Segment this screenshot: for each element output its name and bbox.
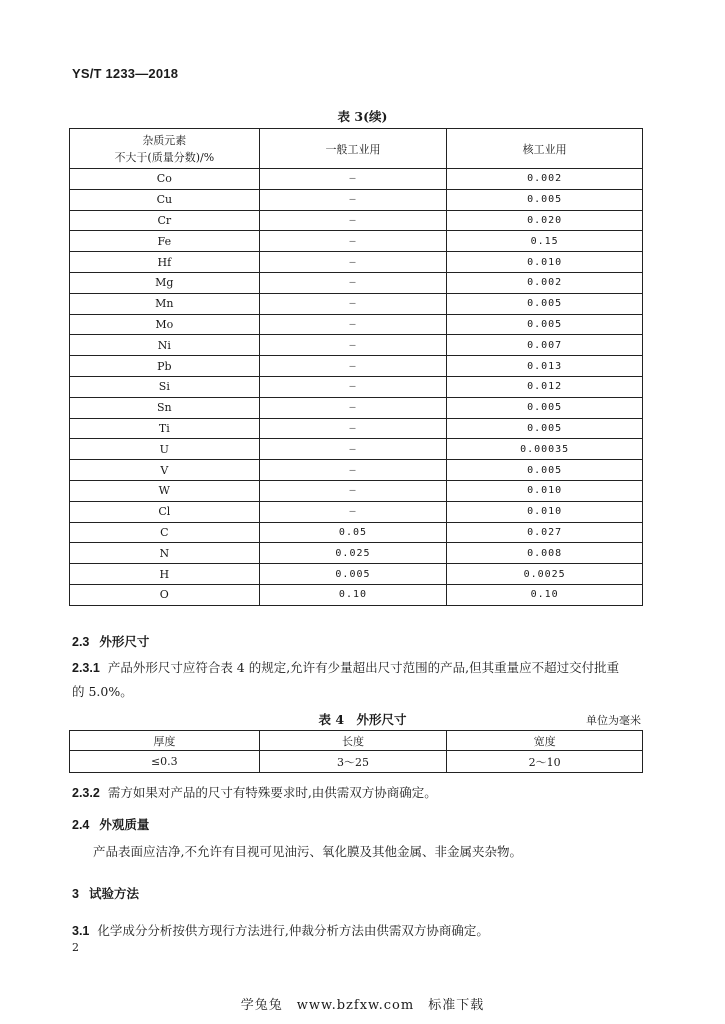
nuclear-cell: 0.15: [447, 231, 643, 252]
paragraph-number: 2.3.1: [72, 661, 100, 675]
table-row: [70, 231, 643, 252]
table-row: [70, 418, 643, 439]
table-row: [70, 460, 643, 481]
nuclear-cell: 0.0025: [447, 564, 643, 585]
table-row: [70, 272, 643, 293]
general-cell: —: [259, 210, 447, 231]
table-row: [70, 356, 643, 377]
nuclear-cell: 0.005: [447, 189, 643, 210]
header-length: 长度: [259, 731, 447, 751]
element-cell: Ni: [70, 335, 260, 356]
table-row: [70, 293, 643, 314]
element-cell: Mg: [70, 272, 260, 293]
paragraph-number: 2.3.2: [72, 786, 100, 800]
section-number: 3: [72, 887, 79, 901]
nuclear-cell: 0.010: [447, 252, 643, 273]
nuclear-cell: 0.010: [447, 480, 643, 501]
general-cell: —: [259, 169, 447, 190]
element-cell: Cu: [70, 189, 260, 210]
nuclear-cell: 0.002: [447, 169, 643, 190]
general-cell: —: [259, 376, 447, 397]
nuclear-cell: 0.027: [447, 522, 643, 543]
general-cell: —: [259, 356, 447, 377]
general-cell: —: [259, 335, 447, 356]
section-title: 外观质量: [99, 817, 150, 832]
section-3-heading: [72, 884, 139, 902]
general-cell: —: [259, 314, 447, 335]
section-title: 外形尺寸: [99, 634, 150, 649]
paragraph-text: 需方如果对产品的尺寸有特殊要求时,由供需双方协商确定。: [107, 785, 437, 800]
site-footer: 学兔兔 www.bzfxw.com 标准下载: [240, 998, 485, 1013]
element-cell: Co: [70, 169, 260, 190]
table-row: [70, 335, 643, 356]
general-cell: —: [259, 293, 447, 314]
general-cell: 0.025: [259, 543, 447, 564]
element-cell: Pb: [70, 356, 260, 377]
general-cell: —: [259, 480, 447, 501]
element-cell: Mo: [70, 314, 260, 335]
nuclear-cell: 0.020: [447, 210, 643, 231]
general-cell: 0.10: [259, 584, 447, 605]
general-cell: —: [259, 439, 447, 460]
table-row: [70, 522, 643, 543]
element-cell: W: [70, 480, 260, 501]
element-cell: O: [70, 584, 260, 605]
header-element-line2: 不大于(质量分数)/%: [114, 150, 215, 164]
paragraph-2-3-1: [72, 656, 619, 703]
general-cell: —: [259, 231, 447, 252]
element-cell: N: [70, 543, 260, 564]
section-2-4-heading: [72, 815, 149, 833]
general-cell: —: [259, 397, 447, 418]
element-cell: Hf: [70, 252, 260, 273]
table-row: [70, 543, 643, 564]
value-width: 2～10: [447, 751, 643, 773]
element-cell: Mn: [70, 293, 260, 314]
section-2-3-heading: [72, 632, 149, 650]
paragraph-number: 3.1: [72, 924, 90, 938]
nuclear-cell: 0.012: [447, 376, 643, 397]
element-cell: C: [70, 522, 260, 543]
table-row: [70, 480, 643, 501]
table3-header-row: [70, 129, 643, 169]
nuclear-cell: 0.005: [447, 460, 643, 481]
table4-header-row: [70, 731, 643, 751]
header-element: [70, 129, 260, 169]
table-row: [70, 210, 643, 231]
table-row: [70, 501, 643, 522]
page-number: 2: [72, 941, 79, 954]
table-row: [70, 584, 643, 605]
nuclear-cell: 0.013: [447, 356, 643, 377]
general-cell: —: [259, 272, 447, 293]
table4-unit: 单位为毫米: [586, 714, 641, 727]
section-title: 试验方法: [88, 886, 139, 901]
general-cell: —: [259, 501, 447, 522]
table3-title: 表 3(续): [337, 109, 388, 124]
element-cell: Cr: [70, 210, 260, 231]
section-number: 2.4: [72, 818, 90, 832]
paragraph-2-3-2: [72, 781, 437, 805]
table-row: [70, 169, 643, 190]
general-cell: 0.05: [259, 522, 447, 543]
paragraph-text: 化学成分分析按供方现行方法进行,仲裁分析方法由供需双方协商确定。: [97, 923, 489, 938]
nuclear-cell: 0.005: [447, 293, 643, 314]
table-row: [70, 314, 643, 335]
table-row: [70, 189, 643, 210]
header-thickness: 厚度: [70, 731, 260, 751]
nuclear-cell: 0.005: [447, 314, 643, 335]
nuclear-cell: 0.10: [447, 584, 643, 605]
table-row: [70, 564, 643, 585]
section-number: 2.3: [72, 635, 90, 649]
paragraph-line1: 产品外形尺寸应符合表 4 的规定,允许有少量超出尺寸范围的产品,但其重量应不超过交付批重: [107, 660, 620, 675]
general-cell: —: [259, 252, 447, 273]
nuclear-cell: 0.00035: [447, 439, 643, 460]
nuclear-cell: 0.010: [447, 501, 643, 522]
header-width: 宽度: [447, 731, 643, 751]
paragraph-2-4: 产品表面应洁净,不允许有目视可见油污、氧化膜及其他金属、非金属夹杂物。: [93, 844, 522, 859]
impurity-table: [69, 128, 643, 606]
element-cell: Ti: [70, 418, 260, 439]
general-cell: —: [259, 189, 447, 210]
element-cell: Si: [70, 376, 260, 397]
table-row: [70, 439, 643, 460]
paragraph-3-1: [72, 919, 489, 943]
value-length: 3～25: [259, 751, 447, 773]
table-row: [70, 376, 643, 397]
table4-value-row: [70, 751, 643, 773]
element-cell: U: [70, 439, 260, 460]
nuclear-cell: 0.008: [447, 543, 643, 564]
table3-body: [70, 169, 643, 606]
header-nuclear: 核工业用: [447, 129, 643, 169]
nuclear-cell: 0.007: [447, 335, 643, 356]
header-general: 一般工业用: [259, 129, 447, 169]
table-row: [70, 397, 643, 418]
nuclear-cell: 0.002: [447, 272, 643, 293]
general-cell: 0.005: [259, 564, 447, 585]
element-cell: Fe: [70, 231, 260, 252]
header-element-line1: 杂质元素: [142, 133, 187, 147]
general-cell: —: [259, 418, 447, 439]
element-cell: Cl: [70, 501, 260, 522]
nuclear-cell: 0.005: [447, 418, 643, 439]
standard-code: YS/T 1233—2018: [72, 66, 179, 81]
element-cell: V: [70, 460, 260, 481]
table-row: [70, 252, 643, 273]
general-cell: —: [259, 460, 447, 481]
nuclear-cell: 0.005: [447, 397, 643, 418]
element-cell: H: [70, 564, 260, 585]
paragraph-line2: 的 5.0%。: [72, 684, 133, 699]
value-thickness: ≤0.3: [70, 751, 260, 773]
table4-title: 表 4 外形尺寸: [318, 712, 407, 727]
element-cell: Sn: [70, 397, 260, 418]
dimension-table: [69, 730, 643, 773]
